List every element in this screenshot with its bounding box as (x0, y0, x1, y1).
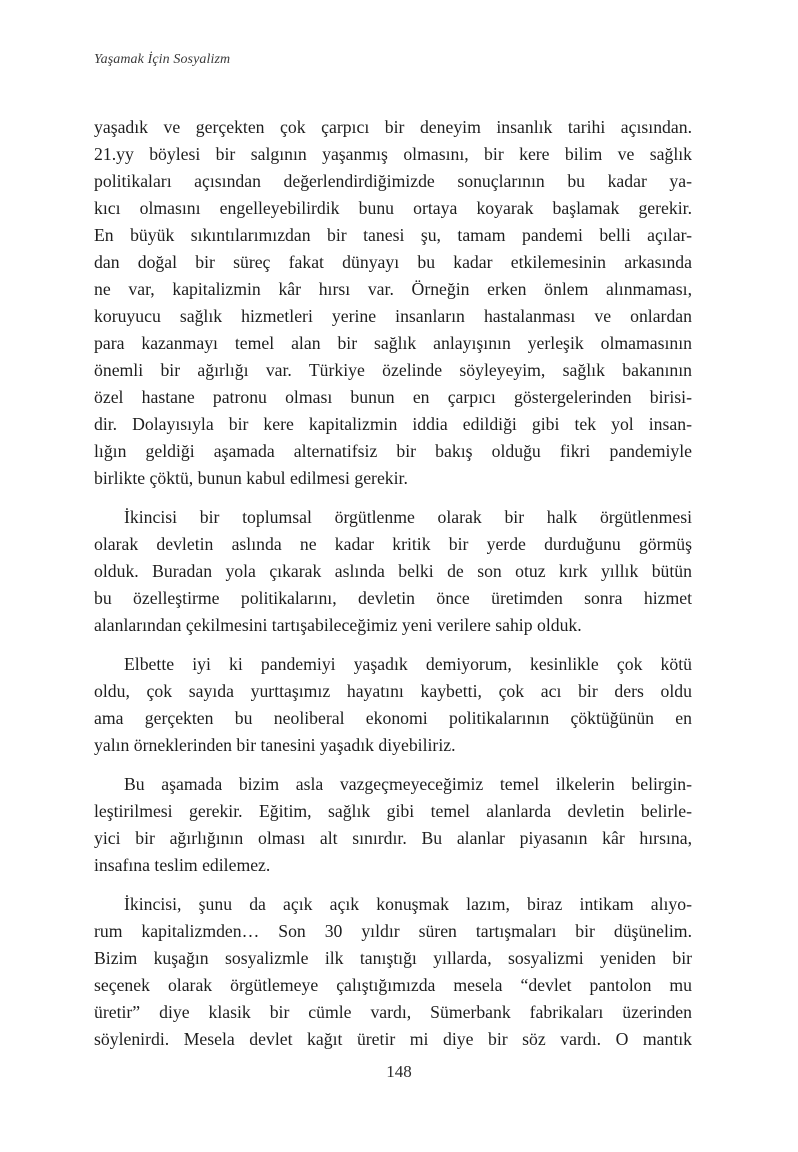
page-number: 148 (386, 1062, 412, 1081)
text-line: önemli bir ağırlığı var. Türkiye özelinde söyleyeyim, sağlık bakanının (94, 360, 692, 380)
text-line: olarak devletin aslında ne kadar kritik bir yerde durduğunu görmüş (94, 534, 692, 554)
text-line: lığın geldiği aşamada alternatifsiz bir bakış olduğu fikri pandemiyle (94, 441, 692, 461)
text-line: Bizim kuşağın sosyalizmle ilk tanıştığı yıllarda, sosyalizmi yeniden bir (94, 948, 692, 968)
text-line: alanlarından çekilmesini tartışabileceğimiz yeni verilere sahip olduk. (94, 615, 582, 635)
running-header: Yaşamak İçin Sosyalizm (94, 52, 231, 67)
text-line: oldu, çok sayıda yurttaşımız hayatını kaybetti, çok acı bir ders oldu (94, 681, 692, 701)
text-line: yalın örneklerinden bir tanesini yaşadık diyebiliriz. (94, 735, 456, 755)
body-text (94, 114, 692, 1065)
text-line: birlikte çöktü, bunun kabul edilmesi gerekir. (94, 468, 408, 488)
paragraph-2 (94, 504, 692, 639)
text-line: olduk. Buradan yola çıkarak aslında belki de son otuz kırk yıllık bütün (94, 561, 692, 581)
text-line: En büyük sıkıntılarımızdan bir tanesi şu, tamam pandemi belli açılar- (94, 225, 692, 245)
text-line: koruyucu sağlık hizmetleri yerine insanların hastalanması ve onlardan (94, 306, 692, 326)
text-line: bu özelleştirme politikalarını, devletin önce üretimden sonra hizmet (94, 588, 692, 608)
text-line: para kazanmayı temel alan bir sağlık anlayışının yerleşik olmamasının (94, 333, 692, 353)
text-line: söylenirdi. Mesela devlet kağıt üretir mi diye bir söz vardı. O mantık (94, 1029, 692, 1049)
paragraph-5 (94, 891, 692, 1053)
text-line: Elbette iyi ki pandemiyi yaşadık demiyorum, kesinlikle çok kötü (124, 654, 692, 674)
text-line: üretir” diye klasik bir cümle vardı, Sümerbank fabrikaları üzerinden (94, 1002, 692, 1022)
text-line: ama gerçekten bu neoliberal ekonomi politikalarının çöktüğünün en (94, 708, 692, 728)
text-line: dir. Dolayısıyla bir kere kapitalizmin iddia edildiği gibi tek yol insan- (94, 414, 692, 434)
text-line: özel hastane patronu olması bunun en çarpıcı göstergelerinden birisi- (94, 387, 692, 407)
text-line: leştirilmesi gerekir. Eğitim, sağlık gibi temel alanlarda devletin belirle- (94, 801, 692, 821)
text-line: seçenek olarak örgütlemeye çalıştığımızda mesela “devlet pantolon mu (94, 975, 692, 995)
text-line: dan doğal bir süreç fakat dünyayı bu kadar etkilemesinin arkasında (94, 252, 692, 272)
text-line: kıcı olmasını engelleyebilirdik bunu ortaya koyarak başlamak gerekir. (94, 198, 692, 218)
paragraph-3 (94, 651, 692, 759)
text-line: ne var, kapitalizmin kâr hırsı var. Örneğin erken önlem alınmaması, (94, 279, 692, 299)
text-line: insafına teslim edilemez. (94, 855, 271, 875)
text-line: İkincisi, şunu da açık açık konuşmak lazım, biraz intikam alıyo- (124, 894, 692, 914)
paragraph-1 (94, 114, 692, 492)
text-line: rum kapitalizmden… Son 30 yıldır süren tartışmaları bir düşünelim. (94, 921, 692, 941)
paragraph-4 (94, 771, 692, 879)
text-line: yici bir ağırlığının olması alt sınırdır. Bu alanlar piyasanın kâr hırsına, (94, 828, 692, 848)
text-line: 21.yy böylesi bir salgının yaşanmış olmasını, bir kere bilim ve sağlık (94, 144, 692, 164)
text-line: Bu aşamada bizim asla vazgeçmeyeceğimiz temel ilkelerin belirgin- (124, 774, 692, 794)
text-line: politikaları açısından değerlendirdiğimizde sonuçlarının bu kadar ya- (94, 171, 692, 191)
text-line: yaşadık ve gerçekten çok çarpıcı bir deneyim insanlık tarihi açısından. (94, 117, 692, 137)
text-line: İkincisi bir toplumsal örgütlenme olarak bir halk örgütlenmesi (124, 507, 692, 527)
